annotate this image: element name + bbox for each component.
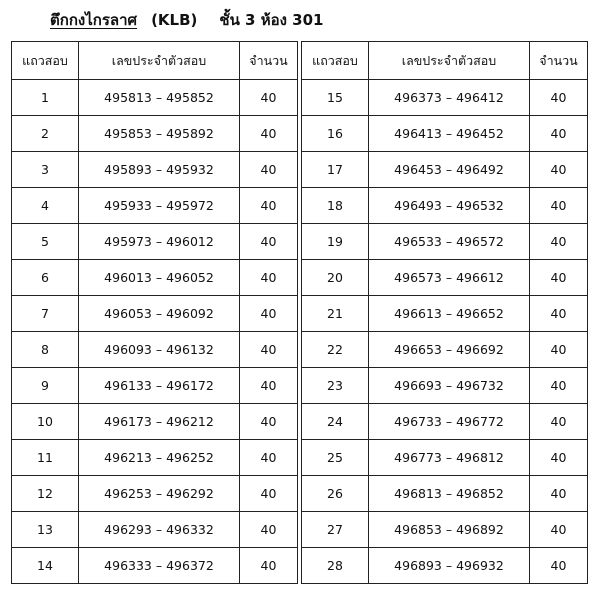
room-label: ชั้น 3 ห้อง 301: [219, 11, 324, 29]
cell-exam-id-range: 496853 – 496892: [369, 512, 530, 548]
cell-exam-id-range: 495853 – 495892: [79, 116, 240, 152]
cell-count: 40: [530, 332, 588, 368]
table-row: [302, 296, 588, 332]
cell-count: 40: [240, 152, 298, 188]
table-row: [12, 512, 298, 548]
cell-exam-id-range: 496493 – 496532: [369, 188, 530, 224]
cell-exam-id-range: 496893 – 496932: [369, 548, 530, 584]
cell-exam-id-range: 496573 – 496612: [369, 260, 530, 296]
cell-exam-row: 16: [302, 116, 369, 152]
table-row: [12, 476, 298, 512]
cell-exam-row: 21: [302, 296, 369, 332]
cell-exam-row: 26: [302, 476, 369, 512]
cell-count: 40: [530, 116, 588, 152]
cell-exam-row: 7: [12, 296, 79, 332]
table-header-row: [12, 42, 298, 80]
cell-exam-row: 20: [302, 260, 369, 296]
seat-table-right: [301, 41, 588, 584]
cell-exam-id-range: 495933 – 495972: [79, 188, 240, 224]
table-row: [302, 260, 588, 296]
table-body: [12, 80, 298, 584]
cell-exam-id-range: 496093 – 496132: [79, 332, 240, 368]
cell-exam-row: 2: [12, 116, 79, 152]
cell-exam-id-range: 496013 – 496052: [79, 260, 240, 296]
cell-count: 40: [530, 80, 588, 116]
table-row: [12, 80, 298, 116]
cell-count: 40: [240, 332, 298, 368]
table-body: [302, 80, 588, 584]
cell-exam-row: 22: [302, 332, 369, 368]
cell-count: 40: [240, 80, 298, 116]
cell-count: 40: [530, 224, 588, 260]
header-exam-id-range: เลขประจำตัวสอบ: [369, 42, 530, 80]
cell-exam-id-range: 496653 – 496692: [369, 332, 530, 368]
header-exam-id-range: เลขประจำตัวสอบ: [79, 42, 240, 80]
header-count: จำนวน: [240, 42, 298, 80]
cell-exam-id-range: 496693 – 496732: [369, 368, 530, 404]
building-code: (KLB): [151, 11, 198, 29]
cell-exam-id-range: 495973 – 496012: [79, 224, 240, 260]
cell-exam-row: 3: [12, 152, 79, 188]
table-row: [12, 188, 298, 224]
cell-exam-id-range: 496253 – 496292: [79, 476, 240, 512]
table-row: [302, 188, 588, 224]
table-row: [12, 440, 298, 476]
cell-count: 40: [240, 368, 298, 404]
cell-exam-row: 1: [12, 80, 79, 116]
table-row: [302, 404, 588, 440]
cell-count: 40: [530, 152, 588, 188]
cell-count: 40: [530, 476, 588, 512]
table-row: [12, 296, 298, 332]
cell-count: 40: [530, 548, 588, 584]
cell-exam-row: 9: [12, 368, 79, 404]
cell-exam-row: 13: [12, 512, 79, 548]
table-row: [12, 260, 298, 296]
cell-exam-row: 12: [12, 476, 79, 512]
cell-count: 40: [240, 188, 298, 224]
header-count: จำนวน: [530, 42, 588, 80]
cell-exam-row: 11: [12, 440, 79, 476]
cell-count: 40: [530, 368, 588, 404]
table-row: [302, 512, 588, 548]
table-row: [302, 548, 588, 584]
cell-exam-row: 8: [12, 332, 79, 368]
cell-count: 40: [530, 404, 588, 440]
cell-exam-id-range: 496333 – 496372: [79, 548, 240, 584]
cell-exam-row: 5: [12, 224, 79, 260]
table-row: [12, 332, 298, 368]
table-row: [302, 368, 588, 404]
table-row: [302, 80, 588, 116]
cell-exam-row: 18: [302, 188, 369, 224]
cell-exam-row: 4: [12, 188, 79, 224]
cell-exam-id-range: 496773 – 496812: [369, 440, 530, 476]
seat-table-left: [11, 41, 298, 584]
table-row: [302, 152, 588, 188]
cell-count: 40: [240, 116, 298, 152]
cell-exam-row: 28: [302, 548, 369, 584]
cell-count: 40: [240, 476, 298, 512]
table-row: [302, 440, 588, 476]
cell-exam-row: 10: [12, 404, 79, 440]
cell-exam-row: 6: [12, 260, 79, 296]
cell-exam-id-range: 496533 – 496572: [369, 224, 530, 260]
cell-exam-id-range: 496053 – 496092: [79, 296, 240, 332]
cell-exam-id-range: 496613 – 496652: [369, 296, 530, 332]
cell-exam-row: 25: [302, 440, 369, 476]
page-heading: [50, 7, 323, 33]
header-exam-row: แถวสอบ: [302, 42, 369, 80]
cell-exam-id-range: 496453 – 496492: [369, 152, 530, 188]
cell-count: 40: [240, 296, 298, 332]
cell-exam-id-range: 496213 – 496252: [79, 440, 240, 476]
table-row: [12, 368, 298, 404]
table-row: [12, 224, 298, 260]
cell-exam-id-range: 496413 – 496452: [369, 116, 530, 152]
cell-exam-id-range: 496733 – 496772: [369, 404, 530, 440]
cell-count: 40: [530, 188, 588, 224]
cell-count: 40: [240, 440, 298, 476]
cell-exam-row: 27: [302, 512, 369, 548]
cell-exam-id-range: 496813 – 496852: [369, 476, 530, 512]
cell-exam-id-range: 496133 – 496172: [79, 368, 240, 404]
table-row: [302, 116, 588, 152]
table-row: [302, 224, 588, 260]
cell-exam-row: 17: [302, 152, 369, 188]
table-row: [302, 476, 588, 512]
cell-exam-id-range: 495893 – 495932: [79, 152, 240, 188]
cell-count: 40: [240, 260, 298, 296]
table-row: [12, 404, 298, 440]
cell-exam-id-range: 495813 – 495852: [79, 80, 240, 116]
cell-exam-id-range: 496373 – 496412: [369, 80, 530, 116]
cell-count: 40: [240, 404, 298, 440]
cell-exam-id-range: 496293 – 496332: [79, 512, 240, 548]
table-row: [12, 548, 298, 584]
table-row: [12, 116, 298, 152]
cell-exam-row: 14: [12, 548, 79, 584]
cell-count: 40: [240, 224, 298, 260]
cell-exam-id-range: 496173 – 496212: [79, 404, 240, 440]
cell-exam-row: 23: [302, 368, 369, 404]
cell-count: 40: [530, 260, 588, 296]
table-row: [302, 332, 588, 368]
header-exam-row: แถวสอบ: [12, 42, 79, 80]
cell-count: 40: [240, 512, 298, 548]
building-name: ตึกกงไกรลาศ: [50, 11, 138, 29]
cell-count: 40: [530, 512, 588, 548]
cell-count: 40: [530, 296, 588, 332]
cell-count: 40: [530, 440, 588, 476]
cell-exam-row: 24: [302, 404, 369, 440]
table-row: [12, 152, 298, 188]
table-header-row: [302, 42, 588, 80]
cell-exam-row: 15: [302, 80, 369, 116]
cell-count: 40: [240, 548, 298, 584]
cell-exam-row: 19: [302, 224, 369, 260]
